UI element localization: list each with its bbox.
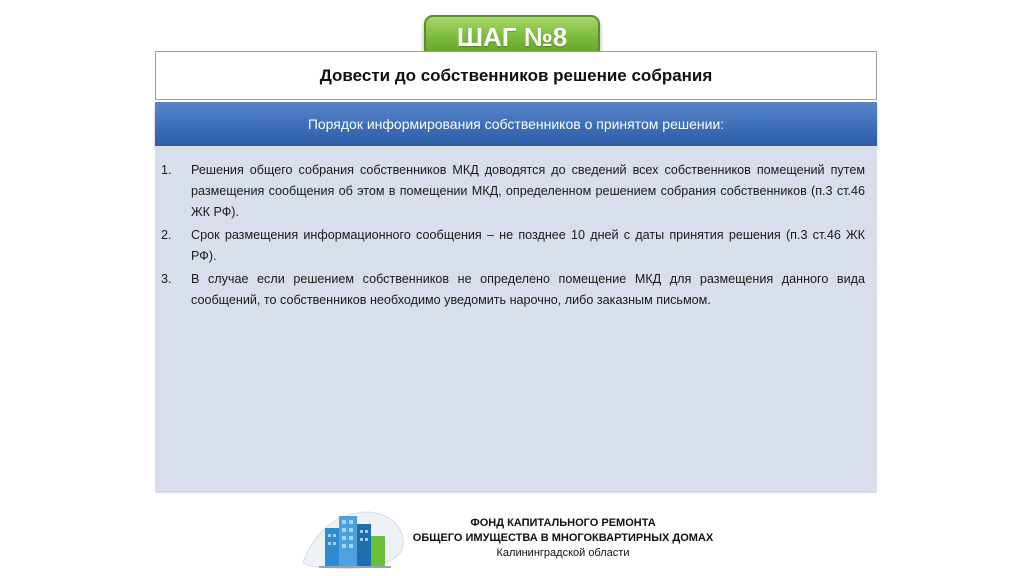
content-panel bbox=[155, 146, 877, 493]
list-item-text: Срок размещения информационного сообщения – не позднее 10 дней с даты принятия решения (п.3 ст.46 ЖК РФ). bbox=[191, 228, 865, 263]
list-item-number: 1. bbox=[161, 163, 172, 177]
org-line-3: Калининградской области bbox=[496, 547, 630, 559]
page-title-text: Довести до собственников решение собрания bbox=[319, 65, 713, 85]
list-item-number: 3. bbox=[161, 272, 172, 286]
step-label: ШАГ №8 bbox=[456, 21, 568, 52]
list-item-number: 2. bbox=[161, 228, 172, 242]
numbered-list bbox=[161, 160, 865, 311]
list-item bbox=[161, 225, 865, 267]
list-item-text: Решения общего собрания собственников МКД доводятся до сведений всех собственников помещений путем размещения сообщения об этом в помещении МКД, определенном решением собрания собственников (п.3 ст.46 ЖК РФ). bbox=[191, 163, 865, 219]
building-logo-icon bbox=[295, 502, 410, 572]
org-line-2: ОБЩЕГО ИМУЩЕСТВА В МНОГОКВАРТИРНЫХ ДОМАХ bbox=[412, 532, 714, 544]
organization-name bbox=[398, 516, 728, 561]
footer bbox=[290, 500, 730, 574]
section-header-text: Порядок информирования собственников о принятом решении: bbox=[307, 116, 725, 132]
org-line-1: ФОНД КАПИТАЛЬНОГО РЕМОНТА bbox=[470, 517, 656, 529]
list-item bbox=[161, 160, 865, 223]
section-header bbox=[155, 102, 877, 146]
list-item-text: В случае если решением собственников не определено помещение МКД для размещения данного вида сообщений, то собственников необходимо уведомить нарочно, либо заказным письмом. bbox=[191, 272, 865, 307]
page-title bbox=[155, 51, 877, 100]
list-item bbox=[161, 269, 865, 311]
